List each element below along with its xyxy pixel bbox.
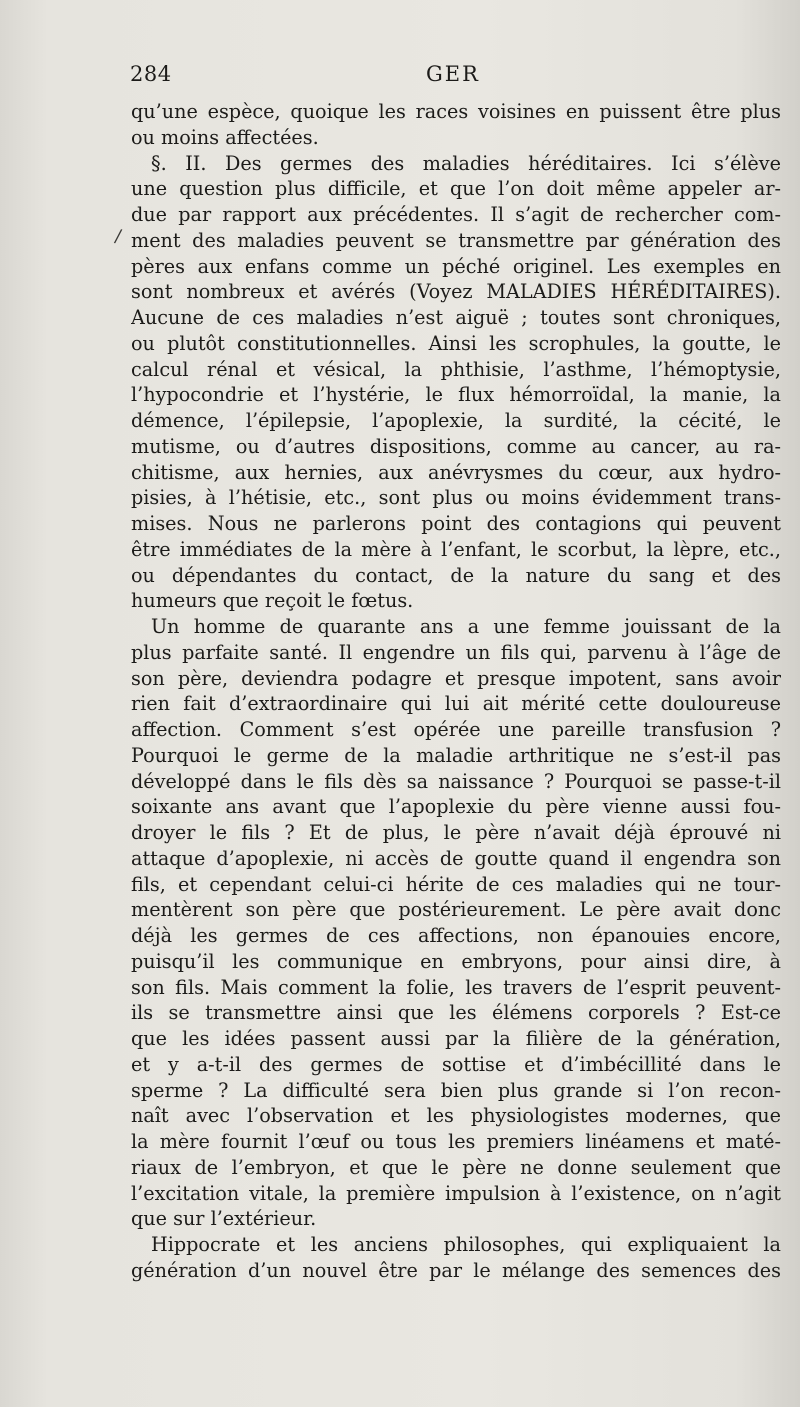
text-line: développé dans le fils dès sa naissance ? Pourquoi se passe-t-il	[131, 769, 781, 793]
paragraph-start-line: Un homme de quarante ans a une femme jouissant de la	[151, 615, 781, 638]
text-line: que sur l’extérieur.	[131, 1207, 317, 1231]
text-line: mutisme, ou d’autres dispositions, comme au cancer, au ra-	[131, 434, 781, 458]
text-line: due par rapport aux précédentes. Il s’agit de rechercher com-	[131, 203, 781, 226]
body-text	[131, 99, 781, 1284]
text-line: la mère fournit l’œuf ou tous les premiers linéamens et maté-	[131, 1130, 781, 1153]
text-line: que les idées passent aussi par la filière de la génération,	[131, 1027, 781, 1050]
text-line: son père, deviendra podagre et presque impotent, sans avoir	[131, 666, 781, 690]
text-line: soixante ans avant que l’apoplexie du père vienne aussi fou-	[131, 795, 781, 819]
text-line: pisies, à l’hétisie, etc., sont plus ou moins évidemment trans-	[131, 486, 781, 510]
text-line: rien fait d’extraordinaire qui lui ait mérité cette douloureuse	[131, 692, 781, 716]
margin-mark: /	[113, 225, 123, 248]
paragraph-start-line: Hippocrate et les anciens philosophes, qui expliquaient la	[151, 1233, 781, 1256]
text-line: naît avec l’observation et les physiologistes modernes, que	[131, 1104, 781, 1128]
text-line: ou dépendantes du contact, de la nature du sang et des	[131, 563, 781, 587]
text-line: démence, l’épilepsie, l’apoplexie, la surdité, la cécité, le	[131, 409, 781, 432]
page-header	[130, 62, 780, 92]
text-line: ils se transmettre ainsi que les élémens corporels ? Est-ce	[131, 1001, 781, 1025]
text-line: ment des maladies peuvent se transmettre par génération des	[131, 228, 781, 252]
text-line: ou plutôt constitutionnelles. Ainsi les scrophules, la goutte, le	[131, 331, 781, 355]
text-line: l’excitation vitale, la première impulsion à l’existence, on n’agit	[131, 1181, 781, 1205]
text-line: et y a-t-il des germes de sottise et d’imbécillité dans le	[131, 1052, 781, 1076]
text-line: une question plus difficile, et que l’on doit même appeler ar-	[131, 177, 781, 201]
text-line: Aucune de ces maladies n’est aiguë ; toutes sont chroniques,	[131, 306, 781, 329]
text-line: fils, et cependant celui-ci hérite de ces maladies qui ne tour-	[131, 872, 781, 896]
text-line: droyer le fils ? Et de plus, le père n’avait déjà éprouvé ni	[131, 821, 781, 844]
text-line: chitisme, aux hernies, aux anévrysmes du cœur, aux hydro-	[131, 460, 781, 484]
text-line: génération d’un nouvel être par le mélange des semences des	[131, 1258, 781, 1282]
text-line: qu’une espèce, quoique les races voisines en puissent être plus	[131, 100, 781, 123]
text-line: déjà les germes de ces affections, non épanouies encore,	[131, 924, 781, 947]
text-line: mises. Nous ne parlerons point des contagions qui peuvent	[131, 512, 781, 535]
text-line: humeurs que reçoit le fœtus.	[131, 589, 414, 613]
text-line: attaque d’apoplexie, ni accès de goutte quand il engendra son	[131, 846, 781, 870]
text-line: mentèrent son père que postérieurement. Le père avait donc	[131, 898, 781, 922]
text-line: être immédiates de la mère à l’enfant, le scorbut, la lèpre, etc.,	[131, 537, 781, 561]
text-line: plus parfaite santé. Il engendre un fils qui, parvenu à l’âge de	[131, 640, 781, 664]
section-heading-line: §. II. Des germes des maladies héréditaires. Ici s’élève	[151, 151, 781, 175]
page-number: 284	[130, 62, 172, 86]
text-line: sont nombreux et avérés (Voyez MALADIES HÉRÉDITAIRES).	[131, 280, 781, 304]
text-line: pères aux enfans comme un péché originel. Les exemples en	[131, 254, 781, 278]
text-line: affection. Comment s’est opérée une pareille transfusion ?	[131, 718, 781, 741]
text-line: calcul rénal et vésical, la phthisie, l’asthme, l’hémoptysie,	[131, 357, 781, 381]
text-line: l’hypocondrie et l’hystérie, le flux hémorroïdal, la manie, la	[131, 383, 781, 407]
text-line: ou moins affectées.	[131, 125, 319, 149]
text-line: Pourquoi le germe de la maladie arthritique ne s’est-il pas	[131, 743, 781, 767]
text-line: sperme ? La difficulté sera bien plus grande si l’on recon-	[131, 1078, 781, 1102]
running-head: GER	[426, 62, 480, 86]
text-line: son fils. Mais comment la folie, les travers de l’esprit peuvent-	[131, 975, 781, 999]
text-line: riaux de l’embryon, et que le père ne donne seulement que	[131, 1155, 781, 1179]
text-line: puisqu’il les communique en embryons, pour ainsi dire, à	[131, 949, 781, 973]
